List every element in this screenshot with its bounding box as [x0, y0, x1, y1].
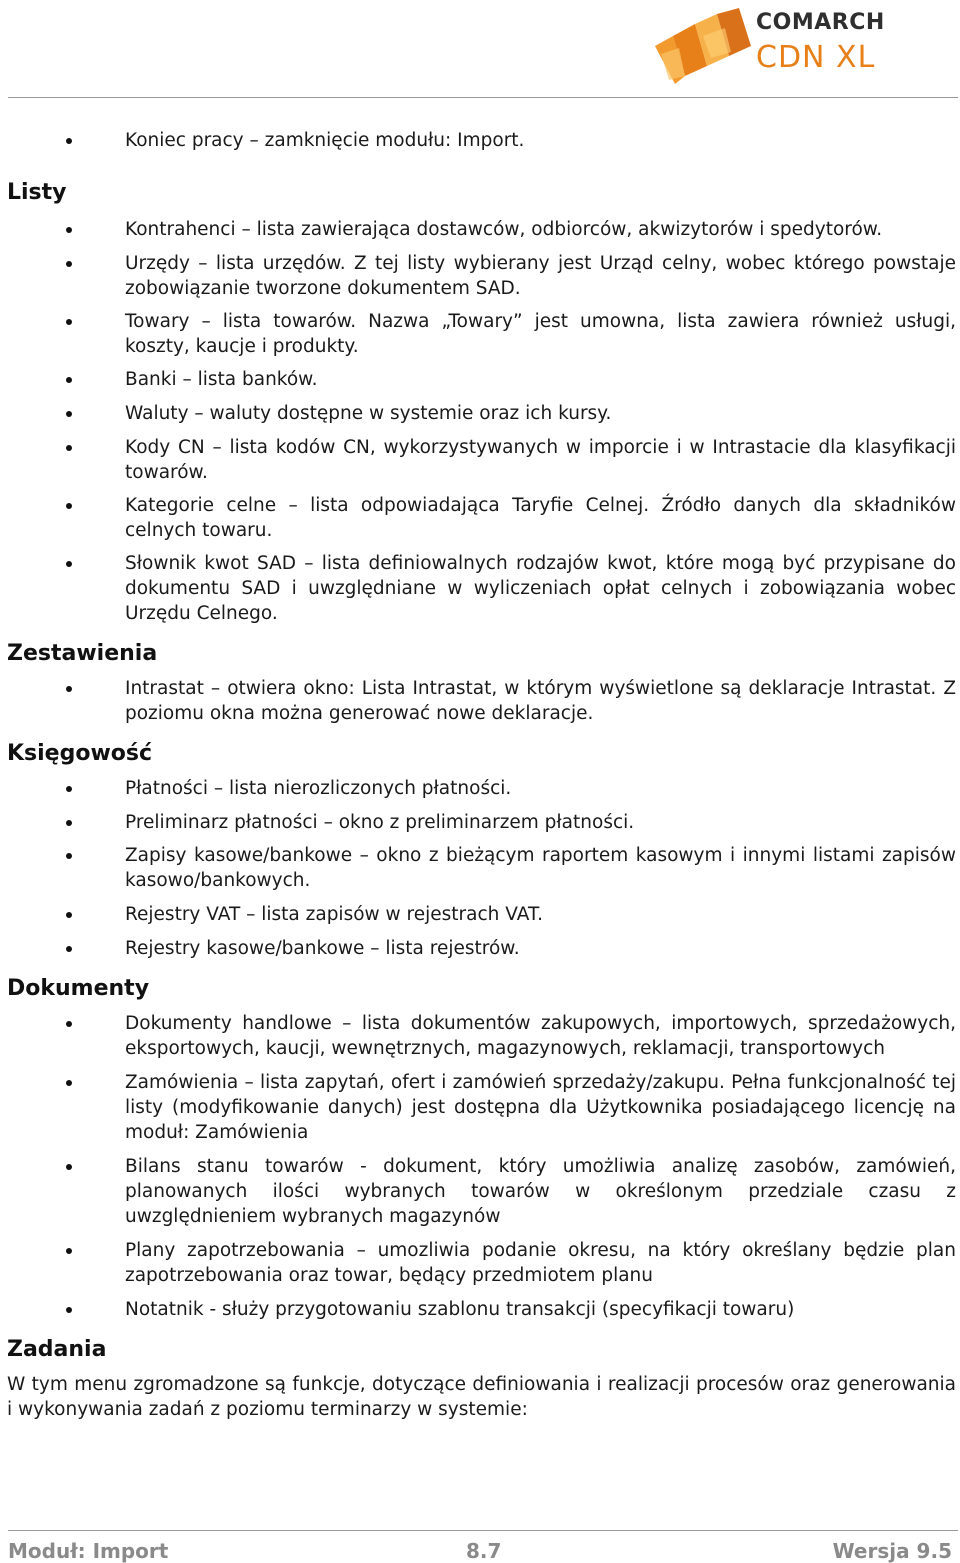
list-item — [0, 810, 960, 835]
list-item — [0, 776, 960, 801]
bullet-icon — [66, 853, 72, 859]
bullet-icon — [66, 561, 72, 567]
bullet-icon — [66, 946, 72, 952]
product-name: CDN XL — [756, 40, 876, 75]
bullet-icon — [66, 503, 72, 509]
brand-name: COMARCH — [756, 10, 885, 35]
section-title-dokumenty: Dokumenty — [7, 976, 150, 1001]
bullet-icon — [66, 1164, 72, 1170]
bullet-icon — [66, 1307, 72, 1313]
bullet-icon — [66, 261, 72, 267]
document-body — [0, 128, 960, 1422]
list-item-text: Urzędy – lista urzędów. Z tej listy wybierany jest Urząd celny, wobec którego powstaje zobowiązanie tworzone dokumentem SAD. — [125, 253, 956, 299]
section-title-ksiegowosc: Księgowość — [7, 741, 153, 766]
list-item — [0, 401, 960, 426]
list-item-text: Płatności – lista nierozliczonych płatności. — [125, 778, 512, 799]
bullet-icon — [66, 319, 72, 325]
list-item-text: Towary – lista towarów. Nazwa „Towary” jest umowna, lista zawiera również usługi, koszty, kaucje i produkty. — [125, 311, 956, 357]
list-item-text: Słownik kwot SAD – lista definiowalnych rodzajów kwot, które mogą być przypisane do dokumentu SAD i uwzględniane w wyliczeniach opłat celnych i zobowiązania wobec Urzędu Celnego. — [125, 553, 956, 624]
section-title-listy: Listy — [7, 180, 67, 205]
bullet-icon — [66, 1248, 72, 1254]
list-item — [0, 843, 960, 893]
list-item — [0, 128, 960, 153]
list-item — [0, 1238, 960, 1288]
list-item-text: Zamówienia – lista zapytań, ofert i zamówień sprzedaży/zakupu. Pełna funkcjonalność tej listy (modyfikowanie danych) jest dostępna dla Użytkownika posiadającego licencję na moduł: Zamówienia — [125, 1072, 956, 1143]
intro-list — [0, 128, 960, 153]
list-item-text: Preliminarz płatności – okno z preliminarzem płatności. — [125, 812, 635, 833]
bullet-icon — [66, 411, 72, 417]
section-list-dokumenty — [0, 1011, 960, 1322]
bullet-icon — [66, 1021, 72, 1027]
list-item — [0, 367, 960, 392]
section-list-zestawienia — [0, 676, 960, 726]
list-item-text: Zapisy kasowe/bankowe – okno z bieżącym raportem kasowym i innymi listami zapisów kasowo/bankowych. — [125, 845, 956, 891]
list-item-text: Dokumenty handlowe – lista dokumentów zakupowych, importowych, sprzedażowych, eksportowych, kaucji, wewnętrznych, magazynowych, reklamacji, transportowych — [125, 1013, 956, 1059]
list-item — [0, 435, 960, 485]
list-item-text: Kategorie celne – lista odpowiadająca Taryfie Celnej. Źródło danych dla składników celnych towaru. — [125, 495, 956, 541]
page-header — [0, 0, 960, 100]
bullet-icon — [66, 377, 72, 383]
list-item-text: Koniec pracy – zamknięcie modułu: Import. — [125, 130, 525, 151]
list-item-text: Banki – lista banków. — [125, 369, 318, 390]
bullet-icon — [66, 686, 72, 692]
list-item — [0, 1154, 960, 1229]
footer-divider — [8, 1530, 958, 1531]
list-item — [0, 217, 960, 242]
list-item — [0, 551, 960, 626]
bullet-icon — [66, 227, 72, 233]
bullet-icon — [66, 445, 72, 451]
list-item-text: Rejestry kasowe/bankowe – lista rejestrów. — [125, 938, 520, 959]
section-title-zadania: Zadania — [7, 1337, 107, 1362]
list-item — [0, 936, 960, 961]
page-footer — [8, 1539, 952, 1563]
section-list-ksiegowosc — [0, 776, 960, 961]
list-item-text: Kody CN – lista kodów CN, wykorzystywanych w imporcie i w Intrastacie dla klasyfikacji towarów. — [125, 437, 956, 483]
bullet-icon — [66, 820, 72, 826]
list-item-text: Rejestry VAT – lista zapisów w rejestrach VAT. — [125, 904, 543, 925]
list-item — [0, 493, 960, 543]
bullet-icon — [66, 138, 72, 144]
bullet-icon — [66, 1080, 72, 1086]
list-item — [0, 1011, 960, 1061]
bullet-icon — [66, 912, 72, 918]
list-item — [0, 309, 960, 359]
list-item — [0, 1297, 960, 1322]
list-item — [0, 251, 960, 301]
list-item-text: Kontrahenci – lista zawierająca dostawców, odbiorców, akwizytorów i spedytorów. — [125, 219, 883, 240]
section-paragraph-zadania: W tym menu zgromadzone są funkcje, dotyczące definiowania i realizacji procesów oraz generowania i wykonywania zadań z poziomu terminarzy w systemie: — [7, 1374, 956, 1420]
list-item-text: Bilans stanu towarów - dokument, który umożliwia analizę zasobów, zamówień, planowanych ilości wybranych towarów w określonym przedziale czasu z uwzględnieniem wybranych magazynów — [125, 1156, 956, 1227]
list-item-text: Notatnik - służy przygotowaniu szablonu transakcji (specyfikacji towaru) — [125, 1299, 795, 1320]
list-item — [0, 1070, 960, 1145]
list-item-text: Waluty – waluty dostępne w systemie oraz ich kursy. — [125, 403, 612, 424]
footer-version: Wersja 9.5 — [832, 1539, 952, 1563]
section-list-listy — [0, 217, 960, 626]
list-item — [0, 902, 960, 927]
list-item — [0, 676, 960, 726]
footer-page-number: 8.7 — [466, 1539, 502, 1563]
footer-module: Moduł: Import — [8, 1539, 169, 1563]
list-item-text: Plany zapotrzebowania – umozliwia podanie okresu, na który określany będzie plan zapotrzebowania oraz towar, będący przedmiotem planu — [125, 1240, 956, 1286]
list-item-text: Intrastat – otwiera okno: Lista Intrastat, w którym wyświetlone są deklaracje Intrastat. Z poziomu okna można generować nowe deklaracje. — [125, 678, 956, 724]
header-divider — [8, 97, 958, 98]
section-title-zestawienia: Zestawienia — [7, 641, 158, 666]
bullet-icon — [66, 786, 72, 792]
